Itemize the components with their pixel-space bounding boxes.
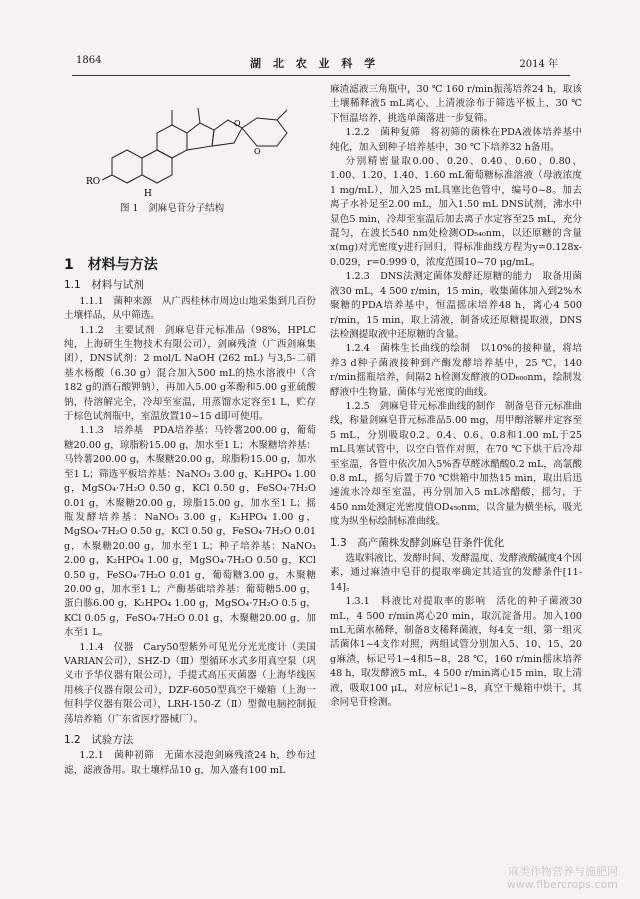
journal-year: 2014 年 xyxy=(519,59,558,70)
paragraph: 分别精密量取0.00、0.20、0.40、0.60、0.80、1.00、1.20、1.40、1.60 mL葡萄糖标准溶液（母液浓度1 mg/mL），加入25 mL具塞比色管中，编号0~8。加去离子水补足至2.00 mL，加入1.50 mL DNS试剂，沸水中显色5 min，冷却至室温后加去离子水定容至25 mL，充分混匀，在波长540 nm处检测OD₅₄₀nm，以还原糖的含量x(mg)对光密度y进行回归，得标准曲线方程为y=0.128x-0.029，r=0.999 0，浓度范围10~70 μg/mL。 xyxy=(330,156,582,268)
subsection-heading: 1.1 材料与试剂 xyxy=(64,279,144,292)
paragraph: 1.3.1 料液比对提取率的影响 活化的种子菌液30 mL，4 500 r/min离心20 min，取沉淀备用。加入100 mL无菌水稀释，制备8支稀释菌液，每4支一组，第一组灭活菌体1~4支作对照，两组试管分别加入5、10、15、20 g麻渣，标记号1~4和5~8，28 ℃，160 r/min摇床培养48 h，取发酵液5 mL，4 500 r/min离心15 min，取上清液，吸取100 μL，对应标记1~8，真空干燥箱中烘干，其余同皂苷检测。 xyxy=(330,596,582,709)
right-column xyxy=(330,83,582,710)
section-heading: 1 材料与方法 xyxy=(64,257,158,273)
subsection-heading: 1.2 试验方法 xyxy=(64,734,134,746)
paragraph: 选取料液比、发酵时间、发酵温度、发酵液酸碱度4个因素，通过麻渣中皂苷的提取率确定其适宜的发酵条件[11-14]。 xyxy=(330,553,582,593)
molecule-structure-figure xyxy=(82,88,302,218)
paragraph: 1.2.1 菌种初筛 无菌水浸泡剑麻残渣24 h，纱布过滤，滤液备用。取土壤样品10 g，加入盛有100 mL xyxy=(64,750,316,776)
paragraph: 1.2.3 DNS法测定菌体发酵还原糖的能力 取备用菌液30 mL，4 500 r/min，15 min，收集菌体加入到2%木聚糖的PDA培养基中，恒温摇床培养48 h，离心4 500 r/min，15 min，取上清液，制备成还原糖提取液，DNS法检测提取液中还原糖的含量。 xyxy=(330,271,582,340)
paragraph: 1.2.4 菌株生长曲线的绘制 以10%的接种量，将培养3 d种子菌液接种到产酶发酵培养基中，25 ℃，140 r/min摇瓶培养，间隔2 h检测发酵液的OD₆₀₀nm，绘制发酵液中生物量、菌体与光密度的曲线。 xyxy=(330,343,582,398)
paragraph: 1.1.1 菌种来源 从广西桂林市周边山地采集到几百份土壤样品，从中筛选。 xyxy=(64,295,316,322)
paragraph: 1.2.5 剑麻皂苷元标准曲线的制作 制备皂苷元标准曲线，称量剑麻皂苷元标准品5.00 mg，用甲醇溶解并定容至5 mL，分别吸取0.2、0.4、0.6、0.8和1.00 mL于25 mL具塞试管中，以空白管作对照，在70 ℃下烘干后冷却至室温，各管中依次加入5%香草醛冰醋酸0.2 mL，高氯酸0.8 mL，摇匀后置于70 ℃烘箱中加热15 min，取出后迅速流水冷却至室温，再分别加入5 mL冰醋酸，摇匀，于450 nm处测定光密度值OD₄₅₀nm，以含量为横坐标，吸光度为纵坐标绘制标准曲线。 xyxy=(330,400,582,528)
journal-title: 湖 北 农 业 科 学 xyxy=(250,57,380,70)
o-label-1: O xyxy=(234,119,241,128)
header-rule xyxy=(72,75,570,76)
watermark-line2: www.fibercrops.com xyxy=(506,878,618,891)
ro-label: RO xyxy=(86,177,101,187)
paragraph: 1.2.2 菌种复筛 将初筛的菌株在PDA液体培养基中纯化，加入到种子培养基中，30 ℃下培养32 h备用。 xyxy=(330,127,582,153)
page-number: 1864 xyxy=(76,55,102,66)
figure-caption: 图 1 剑麻皂苷分子结构 xyxy=(120,203,225,214)
subsection-heading: 1.3 高产菌株发酵剑麻皂苷条件优化 xyxy=(330,536,505,549)
paragraph: 1.1.3 培养基 PDA培养基：马铃薯200.00 g，葡萄糖20.00 g，琼脂粉15.00 g，加水至1 L；木聚糖培养基：马铃薯200.00 g，木聚糖20.00 g，琼脂粉15.00 g，加水至1 L；筛选平板培养基：NaNO₃ 3.00 g，K₂HPO₄ 1.00 g，MgSO₄·7H₂O 0.50 g，KCl 0.50 g，FeSO₄·7H₂O 0.01 g，木聚糖20.00 g，琼脂15.00 g，加水至1 L；摇瓶发酵培养基：NaNO₃ 3.00 g，K₂HPO₄ 1.00 g，MgSO₄·7H₂O 0.50 g，KCl 0.50 g，FeSO₄·7H₂O 0.01 g，木聚糖20.00 g，加水至1 L；种子培养基：NaNO₃ 2.00 g，K₂HPO₄ 1.00 g，MgSO₄·7H₂O 0.50 g，KCl 0.50 g，FeSO₄·7H₂O 0.01 g，葡萄糖3.00 g，木聚糖20.00 g，加水至1 L；产酶基础培养基：葡萄糖5.00 g，蛋白胨6.00 g，K₂HPO₄ 1.00 g，MgSO₄·7H₂O 0.5 g，KCl 0.05 g，FeSO₄·7H₂O 0.01 g，木聚糖20.00 g，加水至1 L。 xyxy=(64,425,316,639)
h-label: H xyxy=(144,189,152,199)
watermark xyxy=(507,865,618,891)
paragraph: 1.1.4 仪器 Cary50型紫外可见光分光光度计（美国VARIAN公司），SHZ-D（Ⅲ）型循环水式多用真空泵（巩义市予华仪器有限公司），手提式高压灭菌器（上海华线医用核子仪器有限公司），DZF-6050型真空干燥箱（上海一恒科学仪器有限公司），LRH-150-Z（Ⅱ）型微电脑控制振荡培养箱（广东省医疗器械厂）。 xyxy=(64,641,316,725)
paragraph: 1.1.2 主要试剂 剑麻皂苷元标准品（98%，HPLC纯，上海研生生物技术有限公司），剑麻残渣（广西剑麻集团），DNS试剂：2 mol/L NaOH (262 mL) 与3,5-二硝基水杨酸（6.30 g）混合加入500 mL的热水溶液中（含182 g的酒石酸钾钠），再加入5.00 g苯酚和5.00 g亚硫酸钠，待溶解完全，冷却至室温，用蒸馏水定容至1 L，贮存于棕色试剂瓶中，室温放置10~15 d即可使用。 xyxy=(64,324,316,423)
watermark-line1: 麻类作物营养与施肥网 xyxy=(508,865,618,878)
paragraph: 麻渣滤液三角瓶中，30 ℃ 160 r/min振荡培养24 h，取该土壤稀释液5 mL离心，上清液涂布于筛选平板上，30 ℃下恒温培养，挑选单菌落进一步复筛。 xyxy=(330,84,582,124)
left-column xyxy=(64,255,316,778)
o-label-2: O xyxy=(254,147,261,156)
